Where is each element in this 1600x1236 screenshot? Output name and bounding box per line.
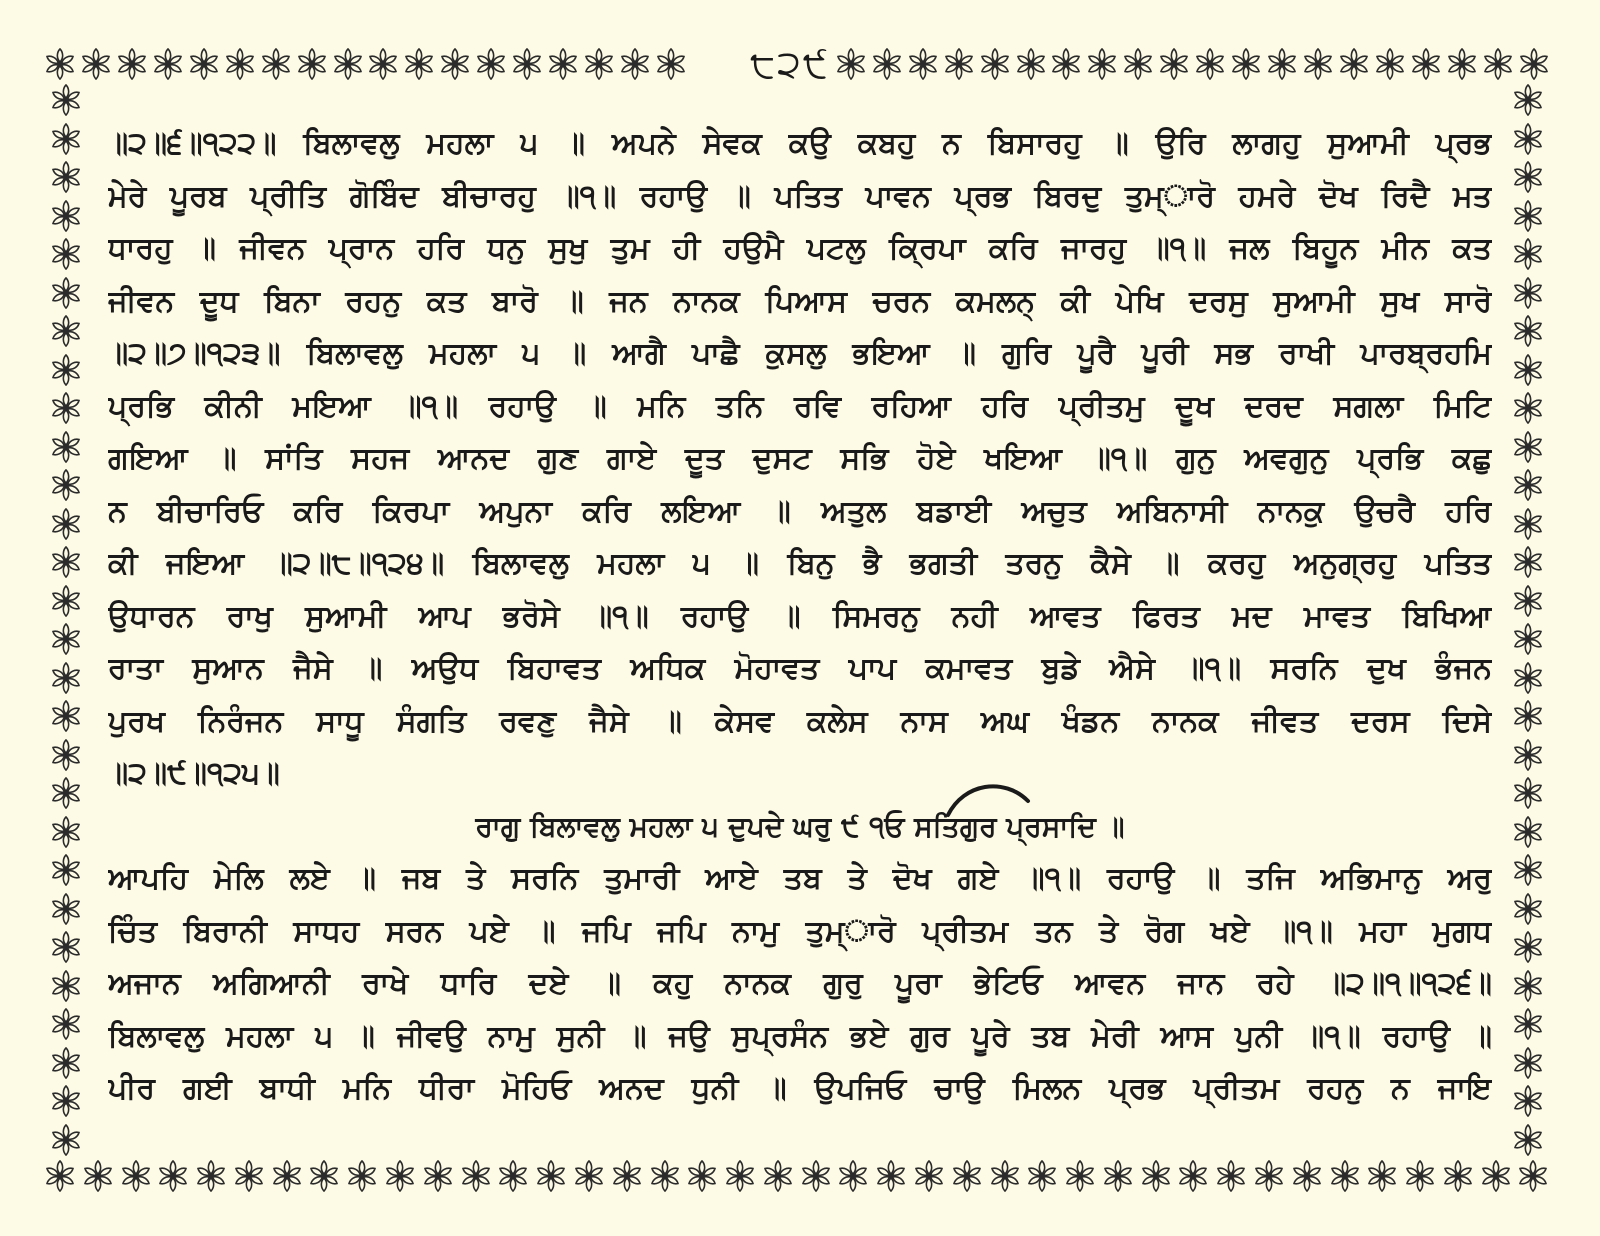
flower-icon (1512, 238, 1544, 270)
flower-icon (44, 48, 76, 80)
text-block (108, 118, 1492, 1116)
flower-icon (1442, 1160, 1474, 1192)
flower-icon (913, 1160, 945, 1192)
text-line: ਆਪਹਿ ਮੇਲਿ ਲਏ ॥ ਜਬ ਤੇ ਸਰਨਿ ਤੁਮਾਰੀ ਆਏ ਤਬ ਤੇ ਦੋਖ ਗਏ ॥੧॥ ਰਹਾਉ ॥ ਤਜਿ ਅਭਿਮਾਨੁ ਅਰੁ (108, 861, 1492, 896)
flower-icon (296, 48, 328, 80)
text-line: ਨ ਬੀਚਾਰਿਓ ਕਰਿ ਕਿਰਪਾ ਅਪੁਨਾ ਕਰਿ ਲਇਆ ॥ ਅਤੁਲ ਬਡਾਈ ਅਚੁਤ ਅਬਿਨਾਸੀ ਨਾਨਕੁ ਉਚਰੈ ਹਰਿ (108, 493, 1492, 529)
flower-icon (1512, 777, 1544, 809)
text-line: ਚਿੰਤ ਬਿਰਾਨੀ ਸਾਧਹ ਸਰਨ ਪਏ ॥ ਜਪਿ ਜਪਿ ਨਾਮੁ ਤੁਮ੍ਾਰੋ ਪ੍ਰੀਤਮ ਤਨ ਤੇ ਰੋਗ ਖਏ ॥੧॥ ਮਹਾ ਮੁਗਧ (108, 913, 1492, 949)
flower-icon (1338, 48, 1370, 80)
flower-icon (120, 1160, 152, 1192)
flower-icon (1015, 48, 1047, 80)
flower-icon (50, 431, 82, 463)
flower-icon (1302, 48, 1334, 80)
flower-icon (989, 1160, 1021, 1192)
flower-icon (233, 1160, 265, 1192)
flower-icon (655, 48, 687, 80)
flower-icon (724, 1160, 756, 1192)
text-line: ਉਧਾਰਨ ਰਾਖੁ ਸੁਆਮੀ ਆਪ ਭਰੋਸੇ ॥੧॥ ਰਹਾਉ ॥ ਸਿਮਰਨੁ ਨਹੀ ਆਵਤ ਫਿਰਤ ਮਦ ਮਾਵਤ ਬਿਖਿਆ (108, 598, 1492, 634)
flower-icon (511, 48, 543, 80)
flower-icon (1329, 1160, 1361, 1192)
flower-icon (1512, 508, 1544, 540)
flower-icon (573, 1160, 605, 1192)
text-line: ਰਾਤਾ ਸੁਆਨ ਜੈਸੇ ॥ ਅਉਧ ਬਿਹਾਵਤ ਅਧਿਕ ਮੋਹਾਵਤ ਪਾਪ ਕਮਾਵਤ ਬੁਡੇ ਐਸੇ ॥੧॥ ਸਰਨਿ ਦੁਖ ਭੰਜਨ (108, 651, 1492, 686)
flower-icon (44, 1160, 76, 1192)
border-left (44, 84, 88, 1156)
flower-icon (50, 1008, 82, 1040)
section-heading (108, 801, 1492, 854)
flower-icon (649, 1160, 681, 1192)
flower-icon (1512, 931, 1544, 963)
flower-icon (460, 1160, 492, 1192)
flower-icon (50, 893, 82, 925)
flower-icon (1140, 1160, 1172, 1192)
flower-icon (271, 1160, 303, 1192)
flower-icon (50, 200, 82, 232)
flower-icon (1266, 48, 1298, 80)
flower-icon (50, 354, 82, 386)
flower-icon (871, 48, 903, 80)
flower-icon (475, 48, 507, 80)
text-line: ॥੨॥੯॥੧੨੫॥ (108, 756, 280, 791)
flower-icon (367, 48, 399, 80)
text-line: ਗਇਆ ॥ ਸਾਂਤਿ ਸਹਜ ਆਨਦ ਗੁਣ ਗਾਏ ਦੂਤ ਦੁਸਟ ਸਭਿ ਹੋਏ ਖਇਆ ॥੧॥ ਗੁਨੁ ਅਵਗੁਨੁ ਪ੍ਰਭਿ ਕਛੁ (108, 441, 1492, 476)
flower-icon (1253, 1160, 1285, 1192)
flower-icon (82, 1160, 114, 1192)
border-bottom (44, 1156, 1550, 1196)
flower-icon (1512, 623, 1544, 655)
flower-icon (1374, 48, 1406, 80)
text-line: ਪ੍ਰਭਿ ਕੀਨੀ ਮਇਆ ॥੧॥ ਰਹਾਉ ॥ ਮਨਿ ਤਨਿ ਰਵਿ ਰਹਿਆ ਹਰਿ ਪ੍ਰੀਤਮੁ ਦੂਖ ਦਰਦ ਸਗਲਾ ਮਿਟਿ (108, 388, 1492, 424)
flower-icon (611, 1160, 643, 1192)
flower-icon (50, 739, 82, 771)
flower-icon (1482, 48, 1514, 80)
flower-icon (50, 315, 82, 347)
flower-icon (439, 48, 471, 80)
flower-icon (152, 48, 184, 80)
flower-icon (50, 508, 82, 540)
flower-icon (50, 1124, 82, 1156)
flower-icon (50, 931, 82, 963)
flower-icon (1517, 1160, 1549, 1192)
flower-icon (50, 392, 82, 424)
flower-icon (943, 48, 975, 80)
flower-icon (1512, 1047, 1544, 1079)
flower-icon (1512, 469, 1544, 501)
flower-icon (1177, 1160, 1209, 1192)
flower-icon (1512, 854, 1544, 886)
flower-icon (50, 662, 82, 694)
flower-icon (1026, 1160, 1058, 1192)
flower-icon (50, 1085, 82, 1117)
flower-icon (1291, 1160, 1323, 1192)
flower-icon (50, 816, 82, 848)
flower-icon (1512, 161, 1544, 193)
flower-icon (875, 1160, 907, 1192)
flower-icon (1518, 48, 1550, 80)
flower-icon (1512, 277, 1544, 309)
flower-icon (116, 48, 148, 80)
flower-icon (1512, 84, 1544, 116)
flower-icon (907, 48, 939, 80)
flower-icon (800, 1160, 832, 1192)
flower-icon (80, 48, 112, 80)
text-line: ਕੀ ਜਇਆ ॥੨॥੮॥੧੨੪॥ ਬਿਲਾਵਲੁ ਮਹਲਾ ੫ ॥ ਬਿਨੁ ਭੈ ਭਗਤੀ ਤਰਨੁ ਕੈਸੇ ॥ ਕਰਹੁ ਅਨੁਗ੍ਰਹੁ ਪਤਿਤ (108, 546, 1492, 581)
flower-icon (332, 48, 364, 80)
flower-icon (979, 48, 1011, 80)
flower-icon (686, 1160, 718, 1192)
flower-icon (762, 1160, 794, 1192)
flower-icon (50, 623, 82, 655)
flower-icon (195, 1160, 227, 1192)
flower-icon (50, 585, 82, 617)
flower-icon (1512, 546, 1544, 578)
flower-icon (1446, 48, 1478, 80)
section-heading-text: ਰਾਗੁ ਬਿਲਾਵਲੁ ਮਹਲਾ ੫ ਦੁਪਦੇ ਘਰੁ ੯ ੧ਓ ਸਤਿਗੁਰ ਪ੍ਰਸਾਦਿ ॥ (475, 809, 1125, 843)
text-line: ਜੀਵਨ ਦੂਧ ਬਿਨਾ ਰਹਨੁ ਕਤ ਬਾਰੋ ॥ ਜਨ ਨਾਨਕ ਪਿਆਸ ਚਰਨ ਕਮਲਨ੍ ਕੀ ਪੇਖਿ ਦਰਸੁ ਸੁਆਮੀ ਸੁਖ ਸਾਰੋ (108, 283, 1492, 319)
flower-icon (1366, 1160, 1398, 1192)
flower-icon (1512, 970, 1544, 1002)
flower-icon (1512, 1008, 1544, 1040)
flower-icon (1102, 1160, 1134, 1192)
flower-icon (1404, 1160, 1436, 1192)
text-line: ਪੀਰ ਗਈ ਬਾਧੀ ਮਨਿ ਧੀਰਾ ਮੋਹਿਓ ਅਨਦ ਧੁਨੀ ॥ ਉਪਜਿਓ ਚਾਉ ਮਿਲਨ ਪ੍ਰਭ ਪ੍ਰੀਤਮ ਰਹਨੁ ਨ ਜਾਇ (108, 1071, 1492, 1106)
flower-icon (1194, 48, 1226, 80)
flower-icon (1512, 1124, 1544, 1156)
flower-icon (547, 48, 579, 80)
flower-icon (50, 161, 82, 193)
text-line: ਮੇਰੇ ਪੂਰਬ ਪ੍ਰੀਤਿ ਗੋਬਿੰਦ ਬੀਚਾਰਹੁ ॥੧॥ ਰਹਾਉ ॥ ਪਤਿਤ ਪਾਵਨ ਪ੍ਰਭ ਬਿਰਦੁ ਤੁਮ੍ਾਰੋ ਹਮਰੇ ਦੋਖ ਰਿਦੈ ਮਤ (108, 178, 1492, 214)
flower-icon (1512, 585, 1544, 617)
flower-icon (403, 48, 435, 80)
flower-icon (583, 48, 615, 80)
flower-icon (1512, 1085, 1544, 1117)
flower-icon (1512, 700, 1544, 732)
flower-icon (1215, 1160, 1247, 1192)
flower-icon (384, 1160, 416, 1192)
flower-icon (50, 238, 82, 270)
flower-icon (1512, 354, 1544, 386)
flower-icon (1512, 893, 1544, 925)
flower-icon (497, 1160, 529, 1192)
border-right (1506, 84, 1550, 1156)
flower-icon (260, 48, 292, 80)
flower-icon (1050, 48, 1082, 80)
text-line: ਅਜਾਨ ਅਗਿਆਨੀ ਰਾਖੇ ਧਾਰਿ ਦਏ ॥ ਕਹੁ ਨਾਨਕ ਗੁਰੁ ਪੂਰਾ ਭੇਟਿਓ ਆਵਨ ਜਾਨ ਰਹੇ ॥੨॥੧॥੧੨੬॥ (108, 966, 1492, 1001)
flower-icon (1512, 816, 1544, 848)
flower-icon (1158, 48, 1190, 80)
flower-icon (837, 1160, 869, 1192)
text-line: ॥੨॥੬॥੧੨੨॥ ਬਿਲਾਵਲੁ ਮਹਲਾ ੫ ॥ ਅਪਨੇ ਸੇਵਕ ਕਉ ਕਬਹੁ ਨ ਬਿਸਾਰਹੁ ॥ ਉਰਿ ਲਾਗਹੁ ਸੁਆਮੀ ਪ੍ਰਭ (108, 126, 1492, 161)
text-line: ॥੨॥੭॥੧੨੩॥ ਬਿਲਾਵਲੁ ਮਹਲਾ ੫ ॥ ਆਗੈ ਪਾਛੈ ਕੁਸਲੁ ਭਇਆ ॥ ਗੁਰਿ ਪੂਰੈ ਪੂਰੀ ਸਭ ਰਾਖੀ ਪਾਰਬ੍ਰਹਮਿ (108, 336, 1492, 371)
flower-icon (50, 854, 82, 886)
text-line: ਪੁਰਖ ਨਿਰੰਜਨ ਸਾਧੂ ਸੰਗਤਿ ਰਵਣੁ ਜੈਸੇ ॥ ਕੇਸਵ ਕਲੇਸ ਨਾਸ ਅਘ ਖੰਡਨ ਨਾਨਕ ਜੀਵਤ ਦਰਸ ਦਿਸੇ (108, 703, 1492, 739)
text-line: ਧਾਰਹੁ ॥ ਜੀਵਨ ਪ੍ਰਾਨ ਹਰਿ ਧਨੁ ਸੁਖੁ ਤੁਮ ਹੀ ਹਉਮੈ ਪਟਲੁ ਕ੍ਰਿਪਾ ਕਰਿ ਜਾਰਹੁ ॥੧॥ ਜਲ ਬਿਹੂਨ ਮੀਨ ਕਤ (108, 231, 1492, 266)
flower-icon (346, 1160, 378, 1192)
page-number: ੮੨੯ (750, 42, 830, 86)
flower-icon (619, 48, 651, 80)
flower-icon (50, 469, 82, 501)
flower-icon (1512, 739, 1544, 771)
flower-icon (188, 48, 220, 80)
flower-icon (50, 700, 82, 732)
flower-icon (1512, 315, 1544, 347)
flower-icon (1512, 123, 1544, 155)
flower-icon (535, 1160, 567, 1192)
flower-icon (1086, 48, 1118, 80)
flower-icon (951, 1160, 983, 1192)
flower-icon (1512, 431, 1544, 463)
flower-icon (50, 84, 82, 116)
flower-icon (224, 48, 256, 80)
flower-icon (422, 1160, 454, 1192)
flower-icon (50, 277, 82, 309)
text-line: ਬਿਲਾਵਲੁ ਮਹਲਾ ੫ ॥ ਜੀਵਉ ਨਾਮੁ ਸੁਨੀ ॥ ਜਉ ਸੁਪ੍ਰਸੰਨ ਭਏ ਗੁਰ ਪੂਰੇ ਤਬ ਮੇਰੀ ਆਸ ਪੁਨੀ ॥੧॥ ਰਹਾਉ ॥ (108, 1018, 1492, 1054)
flower-icon (308, 1160, 340, 1192)
flower-icon (1410, 48, 1442, 80)
flower-icon (1512, 392, 1544, 424)
flower-icon (1230, 48, 1262, 80)
flower-icon (1064, 1160, 1096, 1192)
flower-icon (50, 1047, 82, 1079)
flower-icon (50, 546, 82, 578)
flower-icon (50, 123, 82, 155)
flower-icon (1512, 662, 1544, 694)
flower-icon (1122, 48, 1154, 80)
flower-icon (50, 777, 82, 809)
flower-icon (1512, 200, 1544, 232)
flower-icon (50, 970, 82, 1002)
ik-onkar-arc-icon (944, 779, 1034, 819)
flower-icon (157, 1160, 189, 1192)
flower-icon (1480, 1160, 1512, 1192)
